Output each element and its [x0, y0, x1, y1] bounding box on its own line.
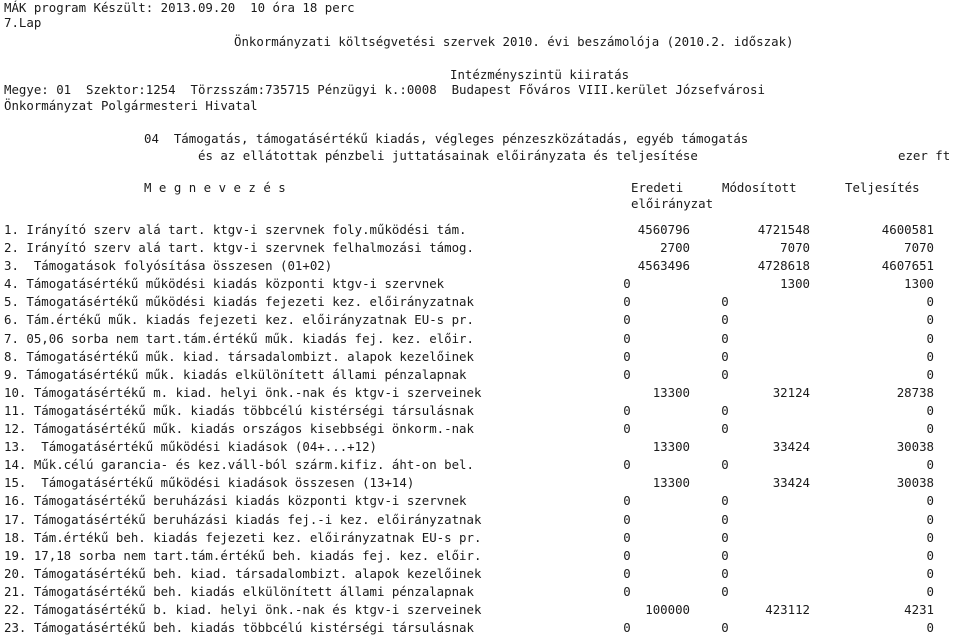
table-row: [0, 385, 960, 403]
cell-modositott: 0: [721, 294, 729, 310]
table-row: [0, 457, 960, 475]
cell-modositott: 7070: [780, 240, 810, 256]
cell-teljesites: 0: [926, 457, 934, 473]
section-title-line2: és az ellátottak pénzbeli juttatásainak előirányzata és teljesítése: [198, 148, 698, 163]
column-header-eredeti: Eredeti: [631, 180, 684, 195]
cell-eredeti: 0: [623, 547, 631, 563]
table-row: [0, 493, 960, 511]
cell-teljesites: 0: [926, 547, 934, 563]
cell-teljesites: 0: [926, 511, 934, 527]
row-label: 3. Támogatások folyósítása összesen (01+02): [4, 258, 333, 274]
cell-eredeti: 0: [623, 457, 631, 473]
table-row: [0, 620, 960, 638]
table-row: [0, 530, 960, 548]
cell-eredeti: 13300: [652, 475, 690, 491]
cell-eredeti: 0: [623, 348, 631, 364]
cell-modositott: 423112: [765, 601, 810, 617]
cell-eredeti: 0: [623, 583, 631, 599]
table-row: [0, 584, 960, 602]
cell-teljesites: 28738: [896, 384, 934, 400]
row-label: 1. Irányító szerv alá tart. ktgv-i szervnek foly.működési tám.: [4, 222, 467, 237]
cell-teljesites: 4231: [904, 601, 934, 617]
cell-teljesites: 30038: [896, 475, 934, 491]
report-subtitle: Intézményszintü kiiratás: [450, 67, 630, 82]
cell-teljesites: 0: [926, 294, 934, 310]
column-header-teljesites: Teljesítés: [845, 180, 920, 195]
cell-eredeti: 0: [623, 312, 631, 328]
cell-eredeti: 100000: [645, 601, 690, 617]
table-row: [0, 294, 960, 312]
column-header-modositott: Módosított: [722, 180, 797, 195]
cell-modositott: 0: [721, 511, 729, 527]
row-label: 17. Támogatásértékű beruházási kiadás fej.-i kez. előirányzatnak: [4, 511, 482, 527]
row-label: 2. Irányító szerv alá tart. ktgv-i szervnek felhalmozási támog.: [4, 240, 474, 256]
page-number: 7.Lap: [4, 15, 42, 30]
cell-modositott: 0: [721, 493, 729, 509]
cell-teljesites: 0: [926, 529, 934, 545]
row-label: 12. Támogatásértékű műk. kiadás országos kisebbségi önkorm.-nak: [4, 421, 474, 437]
data-table: [0, 222, 960, 638]
cell-teljesites: 0: [926, 421, 934, 437]
row-label: 14. Műk.célú garancia- és kez.váll-ból szárm.kifiz. áht-on bel.: [4, 457, 474, 473]
cell-teljesites: 0: [926, 620, 934, 636]
cell-eredeti: 0: [623, 421, 631, 437]
row-label: 5. Támogatásértékű működési kiadás fejezeti kez. előirányzatnak: [4, 294, 474, 310]
cell-modositott: 0: [721, 620, 729, 636]
table-row: [0, 403, 960, 421]
column-header-eredeti-sub: előirányzat: [631, 196, 714, 211]
report-title: Önkormányzati költségvetési szervek 2010. évi beszámolója (2010.2. időszak): [234, 34, 794, 49]
row-label: 13. Támogatásértékű működési kiadások (04+...+12): [4, 439, 377, 455]
cell-eredeti: 13300: [652, 384, 690, 400]
cell-teljesites: 4607651: [881, 258, 934, 274]
cell-eredeti: 0: [623, 330, 631, 346]
institution-name: Önkormányzat Polgármesteri Hivatal: [4, 98, 258, 113]
cell-teljesites: 0: [926, 330, 934, 346]
cell-eredeti: 0: [623, 366, 631, 382]
cell-eredeti: 0: [623, 402, 631, 418]
cell-eredeti: 0: [623, 565, 631, 581]
cell-modositott: 0: [721, 402, 729, 418]
cell-teljesites: 0: [926, 312, 934, 328]
cell-modositott: 32124: [772, 384, 810, 400]
table-row: [0, 548, 960, 566]
cell-eredeti: 0: [623, 493, 631, 509]
cell-teljesites: 0: [926, 493, 934, 509]
table-row: [0, 566, 960, 584]
cell-modositott: 33424: [772, 475, 810, 491]
cell-modositott: 0: [721, 366, 729, 382]
cell-modositott: 0: [721, 529, 729, 545]
cell-teljesites: 0: [926, 402, 934, 418]
cell-eredeti: 0: [623, 511, 631, 527]
row-label: 15. Támogatásértékű működési kiadások összesen (13+14): [4, 475, 415, 491]
row-label: 20. Támogatásértékű beh. kiad. társadalombizt. alapok kezelőinek: [4, 565, 482, 581]
cell-modositott: 0: [721, 312, 729, 328]
row-label: 23. Támogatásértékű beh. kiadás többcélú kistérségi társulásnak: [4, 620, 474, 636]
row-label: 6. Tám.értékű műk. kiadás fejezeti kez. előirányzatnak EU-s pr.: [4, 312, 474, 328]
column-header-megnevezes: M e g n e v e z é s: [144, 180, 286, 195]
row-label: 22. Támogatásértékű b. kiad. helyi önk.-nak és ktgv-i szerveinek: [4, 601, 482, 617]
cell-teljesites: 0: [926, 583, 934, 599]
table-row: [0, 240, 960, 258]
cell-eredeti: 0: [623, 294, 631, 310]
table-row: [0, 312, 960, 330]
section-title-line1: 04 Támogatás, támogatásértékű kiadás, végleges pénzeszközátadás, egyéb támogatás: [144, 131, 749, 146]
cell-modositott: 4728618: [757, 258, 810, 274]
cell-modositott: 1300: [780, 276, 810, 292]
table-row: [0, 475, 960, 493]
row-label: 9. Támogatásértékű műk. kiadás elkülönített állami pénzalapnak: [4, 366, 467, 382]
unit-label: ezer ft: [898, 148, 951, 163]
table-row: [0, 222, 960, 240]
cell-teljesites: 7070: [904, 240, 934, 256]
row-label: 21. Támogatásértékű beh. kiadás elkülönített állami pénzalapnak: [4, 583, 474, 599]
table-row: [0, 331, 960, 349]
row-label: 10. Támogatásértékű m. kiad. helyi önk.-nak és ktgv-i szerveinek: [4, 384, 482, 400]
cell-eredeti: 4563496: [637, 258, 690, 274]
table-row: [0, 439, 960, 457]
cell-teljesites: 1300: [904, 276, 934, 292]
row-label: 16. Támogatásértékű beruházási kiadás központi ktgv-i szervnek: [4, 493, 467, 509]
cell-eredeti: 0: [623, 620, 631, 636]
row-label: 8. Támogatásértékű műk. kiad. társadalombizt. alapok kezelőinek: [4, 348, 474, 364]
table-row: [0, 276, 960, 294]
table-row: [0, 421, 960, 439]
cell-modositott: 33424: [772, 439, 810, 455]
cell-teljesites: 30038: [896, 439, 934, 455]
row-label: 7. 05,06 sorba nem tart.tám.értékű műk. kiadás fej. kez. előir.: [4, 330, 474, 346]
cell-modositott: 0: [721, 583, 729, 599]
cell-modositott: 4721548: [757, 222, 810, 237]
cell-modositott: 0: [721, 348, 729, 364]
table-row: [0, 258, 960, 276]
cell-eredeti: 2700: [660, 240, 690, 256]
cell-modositott: 0: [721, 547, 729, 563]
cell-eredeti: 4560796: [637, 222, 690, 237]
cell-modositott: 0: [721, 565, 729, 581]
table-row: [0, 602, 960, 620]
table-row: [0, 367, 960, 385]
cell-eredeti: 0: [623, 529, 631, 545]
cell-teljesites: 0: [926, 366, 934, 382]
megye-line: Megye: 01 Szektor:1254 Törzsszám:735715 Pénzügyi k.:0008 Budapest Főváros VIII.kerület Józsefvárosi: [4, 82, 765, 97]
cell-modositott: 0: [721, 457, 729, 473]
cell-teljesites: 0: [926, 348, 934, 364]
row-label: 18. Tám.értékű beh. kiadás fejezeti kez. előirányzatnak EU-s pr.: [4, 529, 482, 545]
cell-modositott: 0: [721, 421, 729, 437]
report-meta-line: MÁK program Készült: 2013.09.20 10 óra 18 perc: [4, 0, 355, 15]
table-row: [0, 512, 960, 530]
row-label: 11. Támogatásértékű műk. kiadás többcélú kistérségi társulásnak: [4, 402, 474, 418]
cell-teljesites: 0: [926, 565, 934, 581]
table-row: [0, 349, 960, 367]
row-label: 4. Támogatásértékű működési kiadás központi ktgv-i szervnek: [4, 276, 445, 292]
cell-eredeti: 0: [623, 276, 631, 292]
cell-modositott: 0: [721, 330, 729, 346]
row-label: 19. 17,18 sorba nem tart.tám.értékű beh. kiadás fej. kez. előir.: [4, 547, 482, 563]
cell-eredeti: 13300: [652, 439, 690, 455]
cell-teljesites: 4600581: [881, 222, 934, 237]
